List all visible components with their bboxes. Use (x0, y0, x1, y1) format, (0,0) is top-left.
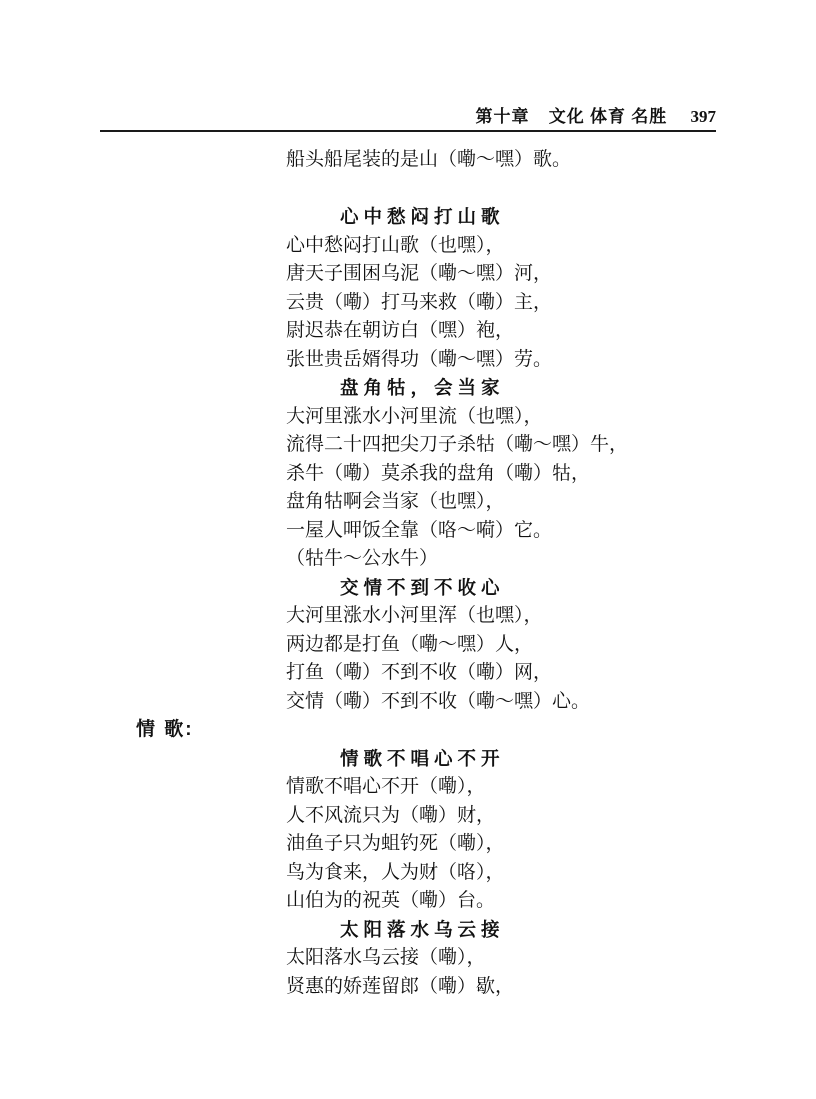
lyric-line: 人不风流只为（嘞）财， (286, 804, 496, 826)
lyric-line: 山伯为的祝英（嘞）台。 (286, 890, 496, 911)
lyric-line: 船头船尾装的是山（嘞～嘿）歌。 (286, 149, 572, 170)
song-title: 情歌不唱心不开 (340, 747, 505, 769)
song-title: 太阳落水乌云接 (340, 918, 505, 940)
chapter-label: 第十章 (475, 107, 530, 126)
lyric-line: 流得二十四把尖刀子杀牯（嘞～嘿）牛， (286, 434, 629, 455)
lyric-line: 贤惠的娇莲留郎（嘞）歇， (286, 975, 515, 997)
category-label: 情 歌: (136, 719, 194, 740)
song-title: 交情不到不收心 (340, 576, 505, 598)
lyric-line: 唐天子围困乌泥（嘞～嘿）河， (286, 263, 553, 284)
lyric-line: 大河里涨水小河里浑（也嘿）， (286, 605, 543, 626)
lyric-line: 张世贵岳婿得功（嘞～嘿）劳。 (286, 348, 553, 370)
section-title: 文化 体育 名胜 (548, 107, 668, 126)
lyric-line: 鸟为食来，人为财（咯）， (286, 861, 505, 883)
page-content (100, 106, 716, 1001)
song-title: 心中愁闷打山歌 (340, 206, 505, 227)
lyric-line: 两边都是打鱼（嘞～嘿）人， (286, 633, 534, 655)
lyric-line: 杀牛（嘞）莫杀我的盘角（嘞）牯， (286, 462, 591, 484)
lyric-line: 油鱼子只为蛆钓死（嘞）， (286, 833, 505, 854)
running-header (100, 106, 716, 132)
lyric-line: 太阳落水乌云接（嘞）， (286, 947, 486, 968)
lyric-line: 一屋人呷饭全靠（咯～嗬）它。 (286, 519, 553, 541)
lyric-line: 尉迟恭在朝访白（嘿）袍， (286, 320, 515, 341)
page-number: 397 (690, 107, 716, 126)
lyric-line: 打鱼（嘞）不到不收（嘞）网， (286, 662, 553, 683)
song-lines (100, 146, 716, 1001)
lyric-line: 交情（嘞）不到不收（嘞～嘿）心。 (286, 690, 591, 712)
lyric-line: 盘角牯啊会当家（也嘿）， (286, 491, 505, 512)
lyric-line: 大河里涨水小河里流（也嘿）， (286, 405, 543, 427)
note-line: （牯牛～公水牛） (286, 548, 439, 569)
song-title: 盘角牯，会当家 (340, 377, 505, 398)
lyric-line: 云贵（嘞）打马来救（嘞）主， (286, 291, 553, 313)
lyric-line: 心中愁闷打山歌（也嘿）， (286, 234, 505, 256)
lyric-line: 情歌不唱心不开（嘞）， (286, 776, 486, 797)
